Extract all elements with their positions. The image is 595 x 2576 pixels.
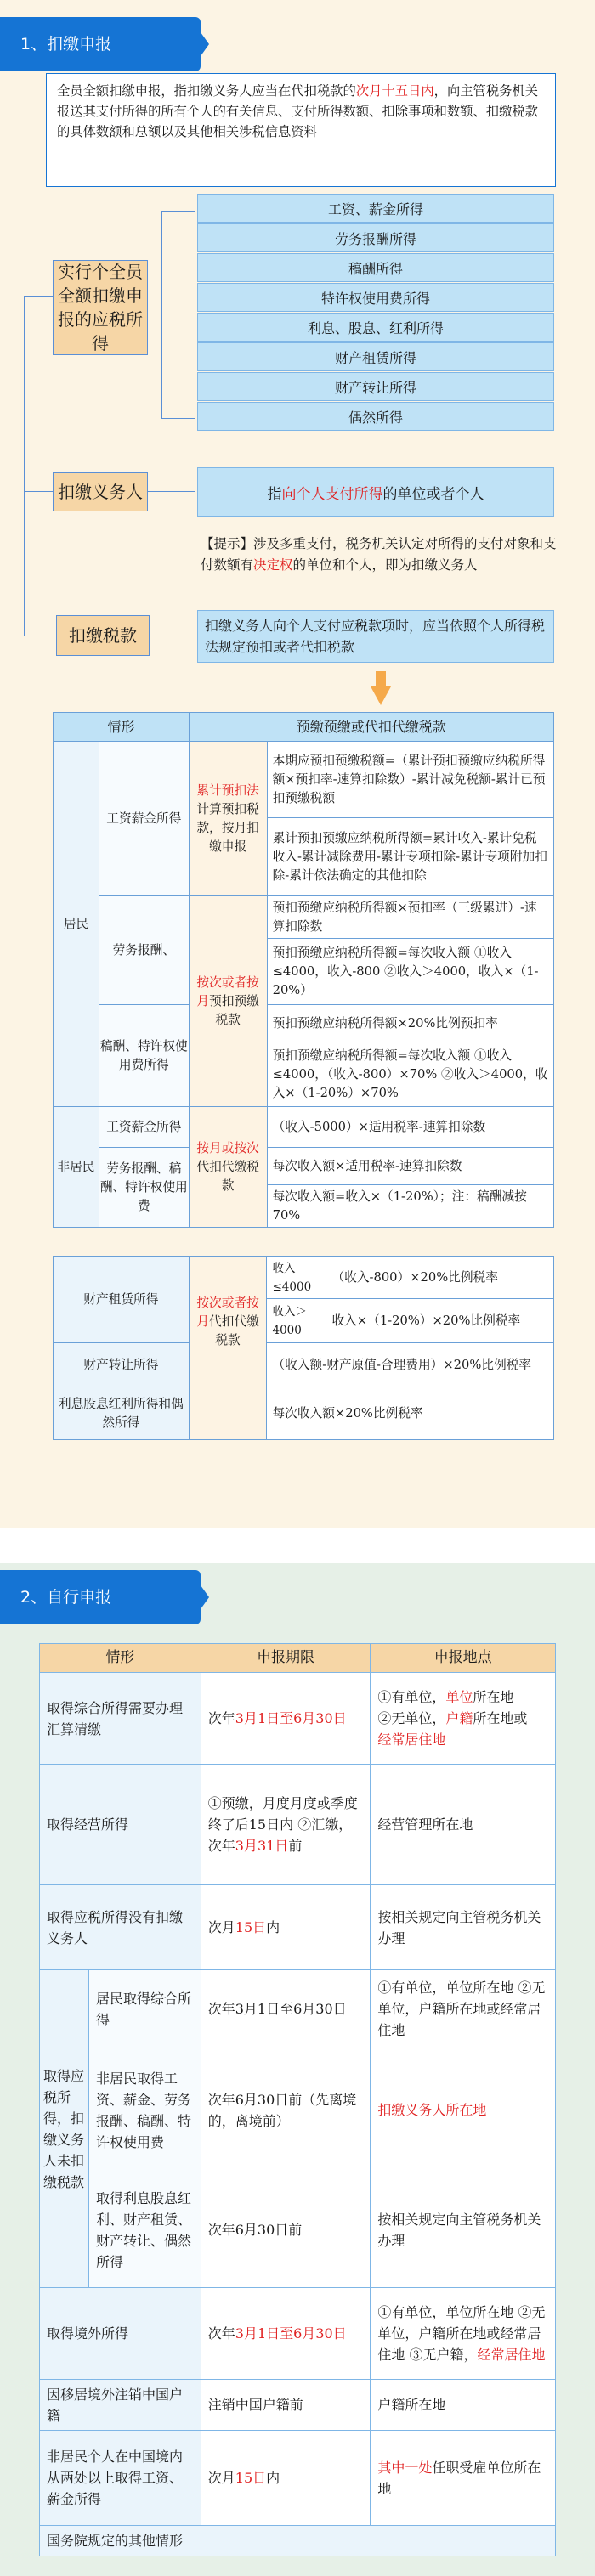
income-item: 稿酬所得 xyxy=(197,253,554,282)
table-row: 取得应税所得，扣缴义务人未扣缴税款 居民取得综合所得 次年3月1日至6月30日 ①有单位，单位所在地 ②无单位，户籍所在地或经常居住地 xyxy=(40,1970,556,2048)
table-header: 情形 预缴预缴或代扣代缴税款 xyxy=(54,713,554,742)
table-row: 利息股息红利所得和偶然所得 每次收入额×20%比例税率 xyxy=(54,1387,554,1440)
income-item: 财产转让所得 xyxy=(197,372,554,401)
withholding-table-other xyxy=(53,1256,554,1440)
income-item: 工资、薪金所得 xyxy=(197,194,554,223)
table-row: 劳务报酬、稿酬、特许权使用费 每次收入额×适用税率-速算扣除数 xyxy=(54,1148,554,1185)
table-header: 情形 申报期限 申报地点 xyxy=(40,1644,556,1673)
withholding-table xyxy=(53,712,554,1228)
table-row: 非居民取得工资、薪金、劳务报酬、稿酬、特许权使用费 次年6月30日前（先离境的，离境前） 扣缴义务人所在地 xyxy=(40,2048,556,2172)
table-row: 稿酬、特许权使用费所得 预扣预缴应纳税所得额×20%比例预扣率 xyxy=(54,1005,554,1042)
table-row: 预扣预缴应纳税所得额=每次收入额 ①收入≤4000，收入-800 ②收入＞4000，收入×（1-20%） xyxy=(54,939,554,1005)
table-row: 收入＞4000 收入×（1-20%）×20%比例税率 xyxy=(54,1299,554,1343)
box-withholding-tax: 扣缴税款 xyxy=(56,615,150,656)
table-row: 财产转让所得 （收入额-财产原值-合理费用）×20%比例税率 xyxy=(54,1343,554,1387)
table-row: 财产租赁所得 按次或者按月代扣代缴税款 收入≤4000 （收入-800）×20%比例税率 xyxy=(54,1257,554,1299)
income-item: 特许权使用费所得 xyxy=(197,283,554,312)
agent-definition: 指 向个人支付所得 的单位或者个人 xyxy=(197,467,554,517)
income-item: 利息、股息、红利所得 xyxy=(197,313,554,342)
table-row: 每次收入额=收入×（1-20%）；注：稿酬减按70% xyxy=(54,1185,554,1228)
income-item: 偶然所得 xyxy=(197,402,554,431)
box-withholding-agent: 扣缴义务人 xyxy=(53,472,148,511)
table-row: 国务院规定的其他情形 xyxy=(40,2526,556,2556)
agent-note: 【提示】涉及多重支付，税务机关认定对所得的支付对象和支付数额有决定权的单位和个人，即为扣缴义务人 xyxy=(201,536,557,573)
table-row: 累计预扣预缴应纳税所得额=累计收入-累计免税收入-累计减除费用-累计专项扣除-累计专项附加扣除-累计依法确定的其他扣除 xyxy=(54,818,554,896)
income-item: 财产租赁所得 xyxy=(197,342,554,371)
table-row: 取得经营所得 ①预缴，月度月度或季度终了后15日内 ②汇缴，次年3月31日前 经营管理所在地 xyxy=(40,1765,556,1885)
box-taxable-income: 实行个全员全额扣缴申报的应税所得 xyxy=(53,260,148,355)
table-row: 非居民 工资薪金所得 按月或按次代扣代缴税款 （收入-5000）×适用税率-速算扣除数 xyxy=(54,1107,554,1148)
table-row: 取得综合所得需要办理汇算清缴 次年3月1日至6月30日 ①有单位，单位所在地 ②无单位，户籍所在地或 经常居住地 xyxy=(40,1673,556,1765)
income-item: 劳务报酬所得 xyxy=(197,223,554,252)
table-row: 因移居境外注销中国户籍 注销中国户籍前 户籍所在地 xyxy=(40,2380,556,2431)
table-row: 非居民个人在中国境内从两处以上取得工资、薪金所得 次月15日内 其中一处任职受雇单位所在地 xyxy=(40,2431,556,2526)
down-arrow-icon xyxy=(371,686,391,705)
table-row: 预扣预缴应纳税所得额=每次收入额 ①收入≤4000，（收入-800）×70% ②收入＞4000，收入×（1-20%）×70% xyxy=(54,1042,554,1107)
tax-description: 扣缴义务人向个人支付应税款项时，应当依照个人所得税法规定预扣或者代扣税款 xyxy=(197,610,554,663)
table-row: 取得境外所得 次年3月1日至6月30日 ①有单位，单位所在地 ②无单位，户籍所在地或经常居住地 ③无户籍，经常居住地 xyxy=(40,2288,556,2380)
self-filing-table xyxy=(39,1643,556,2556)
intro-paragraph: 全员全额扣缴申报，指扣缴义务人应当在代扣税款的次月十五日内，向主管税务机关报送其支付所得的所有个人的有关信息、支付所得数额、扣除事项和数额、扣缴税款的具体数额和总额以及其他相关涉税信息资料 xyxy=(46,73,556,187)
table-row: 劳务报酬、 按次或者按月预扣预缴税款 预扣预缴应纳税所得额×预扣率（三级累进）-速算扣除数 xyxy=(54,896,554,939)
table-row: 居民 工资薪金所得 累计预扣法计算预扣税款，按月扣缴申报 本期应预扣预缴税额=（累计预扣预缴应纳税所得额×预扣率-速算扣除数）-累计减免税额-累计已预扣预缴税额 xyxy=(54,742,554,818)
section-1-title: 1、扣缴申报 xyxy=(0,17,201,71)
table-row: 取得应税所得没有扣缴义务人 次月15日内 按相关规定向主管税务机关办理 xyxy=(40,1885,556,1970)
section-2-title: 2、自行申报 xyxy=(0,1570,201,1624)
table-row: 取得利息股息红利、财产租赁、财产转让、偶然所得 次年6月30日前 按相关规定向主管税务机关办理 xyxy=(40,2172,556,2288)
